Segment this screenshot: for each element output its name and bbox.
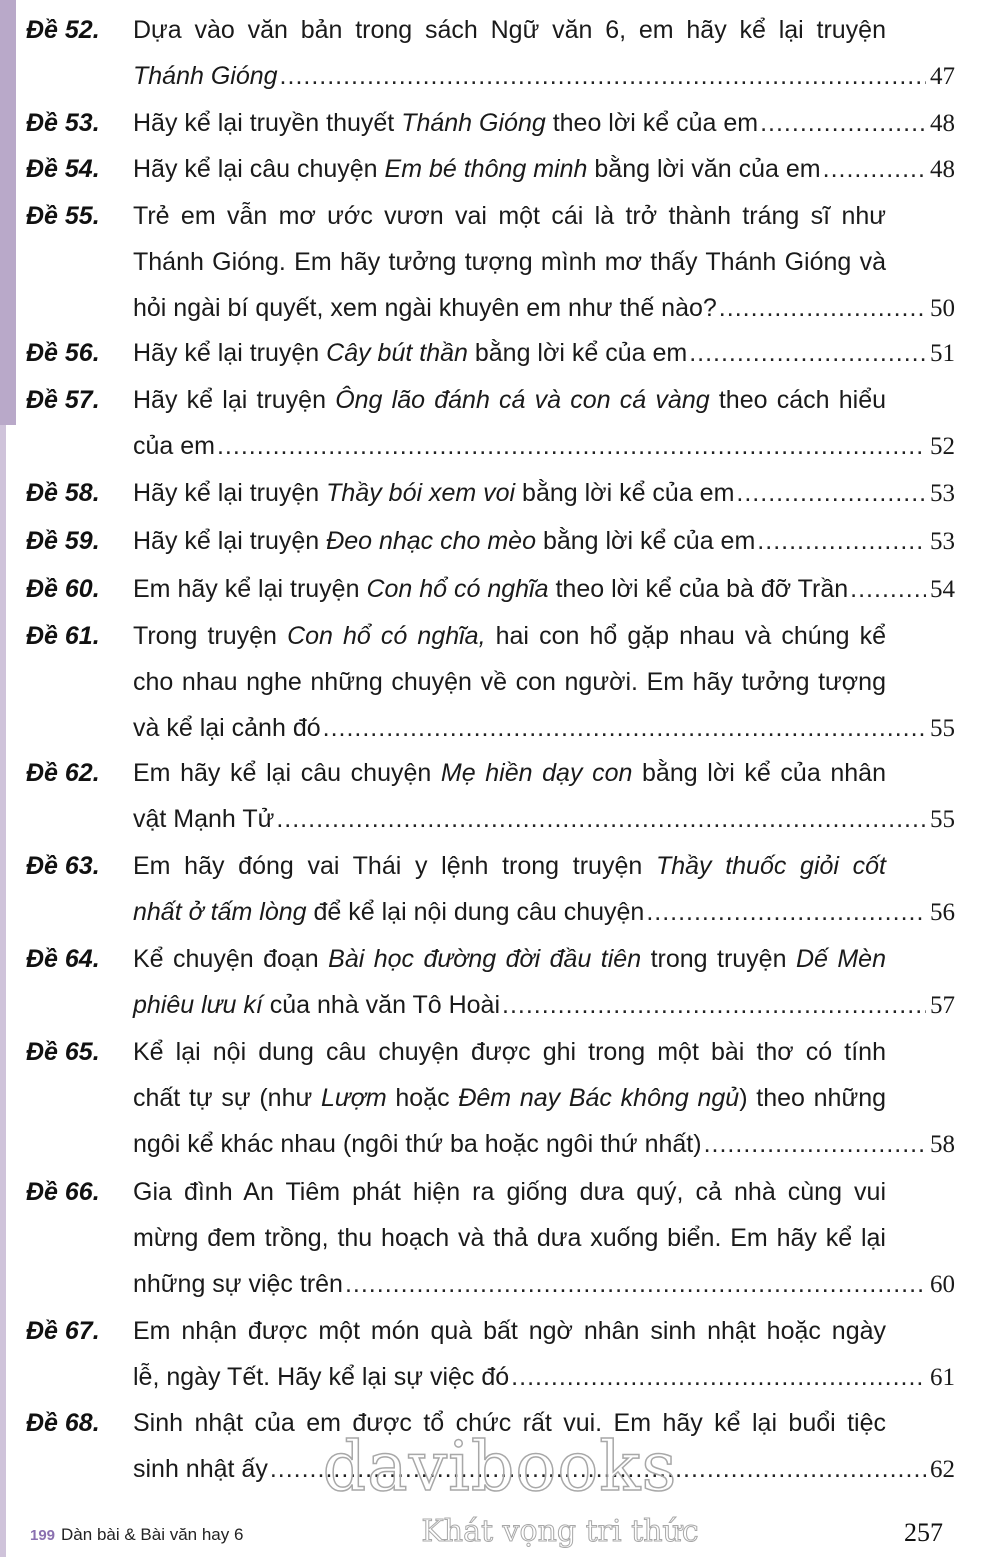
work-title: Đeo nhạc cho mèo: [326, 527, 536, 555]
dot-leader: [280, 53, 926, 99]
entry-text: cho nhau nghe những chuyện về con người. Em hãy tưởng tượng: [133, 668, 886, 696]
entry-text: mừng đem trồng, thu hoạch và thả dưa xuống biển. Em hãy kể lại: [133, 1224, 886, 1252]
entry-line-text: [133, 1261, 343, 1307]
entry-number: Đề 57.: [26, 386, 100, 414]
entry-text: bằng lời kể của nhân: [632, 759, 886, 787]
entry-title: [133, 843, 955, 935]
entry-number: Đề 54.: [26, 155, 100, 183]
entry-line: [133, 53, 955, 99]
entry-number: Đề 66.: [26, 1178, 100, 1206]
work-title: Thánh Gióng: [133, 62, 278, 90]
dot-leader: [646, 889, 926, 935]
dot-leader: [760, 100, 926, 146]
entry-line-text: [133, 285, 717, 331]
entry-line: [133, 750, 886, 796]
entry-line: [133, 377, 886, 423]
work-title: Thầy thuốc giỏi cốt: [655, 852, 886, 880]
entry-text: hai con hổ gặp nhau và chúng kể: [485, 622, 886, 650]
entry-text: bằng lời kể của em: [515, 479, 735, 507]
work-title: nhất ở tấm lòng: [133, 898, 307, 926]
entry-text: Dựa vào văn bản trong sách Ngữ văn 6, em hãy kể lại truyện: [133, 16, 886, 44]
work-title: Cây bút thần: [326, 339, 468, 367]
work-title: Mẹ hiền dạy con: [440, 759, 633, 787]
entry-text: Kể lại nội dung câu chuyện được ghi trong một bài thơ có tính: [133, 1038, 886, 1066]
dot-leader: [757, 518, 926, 564]
entry-line-text: [133, 330, 687, 376]
entry-title: [133, 377, 955, 469]
entry-text: Em hãy kể lại truyện: [133, 575, 367, 603]
entry-line: [133, 659, 886, 705]
entry-line: [133, 1261, 955, 1307]
entry-page-number: 47: [930, 63, 955, 90]
page-number: 257: [904, 1518, 943, 1547]
entry-title: [133, 1169, 955, 1307]
entry-line: [133, 843, 886, 889]
entry-text: Hãy kể lại truyện: [133, 386, 336, 414]
entry-page-number: 56: [930, 899, 955, 926]
dot-leader: [823, 146, 926, 192]
entry-line-text: [133, 889, 644, 935]
entry-text: và kể lại cảnh đó: [133, 714, 321, 742]
entry-line: [133, 1354, 955, 1400]
entry-title: [133, 518, 955, 564]
entry-text: Trẻ em vẫn mơ ước vươn vai một cái là trở thành tráng sĩ như: [133, 202, 886, 230]
entry-number: Đề 64.: [26, 945, 100, 973]
entry-text: theo lời kể của em: [545, 109, 759, 137]
entry-line-text: [133, 470, 734, 516]
entry-page-number: 53: [930, 480, 955, 507]
entry-page-number: 62: [930, 1456, 955, 1483]
work-title: phiêu lưu kí: [133, 991, 263, 1019]
entry-number: Đề 58.: [26, 479, 100, 507]
entry-number: Đề 52.: [26, 16, 100, 44]
entry-line-text: [133, 982, 500, 1028]
entry-line: [133, 423, 955, 469]
entry-text: Sinh nhật của em được tổ chức rất vui. Em hãy kể lại buổi tiệc: [133, 1409, 886, 1437]
entry-number: Đề 59.: [26, 527, 100, 555]
entry-text: Hãy kể lại truyện: [133, 479, 327, 507]
entry-text: Hãy kể lại truyền thuyết: [133, 109, 402, 137]
entry-line: [133, 146, 955, 192]
entry-number: Đề 63.: [26, 852, 100, 880]
entry-line: [133, 1121, 955, 1167]
entry-page-number: 57: [930, 992, 955, 1019]
entry-page-number: 60: [930, 1271, 955, 1298]
book-title: Dàn bài & Bài văn hay 6: [61, 1525, 244, 1544]
entry-line: [133, 470, 955, 516]
work-title: Lượm: [320, 1084, 387, 1112]
entry-text: bằng lời kể của em: [467, 339, 688, 367]
entry-line-text: [133, 146, 821, 192]
work-title: Bài học đường đời đầu tiên: [328, 945, 642, 973]
dot-leader: [323, 705, 926, 751]
work-title: Con hổ có nghĩa,: [287, 622, 486, 650]
entry-text: Em hãy đóng vai Thái y lệnh trong truyện: [133, 852, 656, 880]
entry-text: để kể lại nội dung câu chuyện: [306, 898, 645, 926]
dot-leader: [217, 423, 926, 469]
entry-number: Đề 53.: [26, 109, 100, 137]
dot-leader: [502, 982, 926, 1028]
entry-line: [133, 1075, 886, 1121]
entry-number: Đề 62.: [26, 759, 100, 787]
entry-text: Hãy kể lại truyện: [133, 339, 327, 367]
dot-leader: [345, 1261, 926, 1307]
entry-text: những sự việc trên: [133, 1270, 343, 1298]
entry-text: chất tự sự (như: [133, 1084, 321, 1112]
entry-text: hỏi ngài bí quyết, xem ngài khuyên em như thế nào?: [133, 294, 717, 322]
entry-line-text: [133, 100, 758, 146]
entry-line: [133, 889, 955, 935]
dot-leader: [276, 796, 926, 842]
entry-title: [133, 146, 955, 192]
entry-page-number: 54: [930, 576, 955, 603]
entry-text: lễ, ngày Tết. Hãy kể lại sự việc đó: [133, 1363, 510, 1391]
entry-line-text: [133, 796, 274, 842]
entry-text: Trong truyện: [133, 622, 288, 650]
entry-number: Đề 68.: [26, 1409, 100, 1437]
entry-line: [133, 796, 955, 842]
entry-line: [133, 193, 886, 239]
entry-page-number: 48: [930, 156, 955, 183]
entry-title: [133, 1308, 955, 1400]
entry-line-text: [133, 1354, 509, 1400]
entry-text: sinh nhật ấy: [133, 1455, 268, 1483]
watermark-brand: davibooks: [322, 1428, 678, 1507]
entry-line: [133, 705, 955, 751]
entry-line: [133, 982, 955, 1028]
entry-page-number: 51: [930, 340, 955, 367]
page-edge-band: [0, 0, 16, 425]
entry-text: Thánh Gióng. Em hãy tưởng tượng mình mơ thấy Thánh Gióng và: [133, 248, 886, 276]
entry-text: Gia đình An Tiêm phát hiện ra giống dưa quý, cả nhà cùng vui: [133, 1178, 886, 1206]
entry-line-text: [133, 1446, 268, 1492]
entry-text: bằng lời văn của em: [587, 155, 821, 183]
entry-title: [133, 1029, 955, 1167]
entry-text: trong truyện: [641, 945, 796, 973]
entry-title: [133, 193, 955, 331]
entry-text: của nhà văn Tô Hoài: [262, 991, 501, 1019]
work-title: Thầy bói xem voi: [326, 479, 516, 507]
entry-number: Đề 67.: [26, 1317, 100, 1345]
entry-page-number: 55: [930, 806, 955, 833]
entry-title: [133, 750, 955, 842]
dot-leader: [736, 470, 926, 516]
entry-text: Hãy kể lại truyện: [133, 527, 327, 555]
entry-title: [133, 100, 955, 146]
entry-line: [133, 1029, 886, 1075]
entry-line: [133, 330, 955, 376]
entry-line-text: [133, 53, 278, 99]
entry-line-text: [133, 1121, 702, 1167]
watermark-slogan: Khát vọng tri thức: [421, 1514, 699, 1549]
work-title: Thánh Gióng: [401, 109, 546, 137]
page-edge-band-lower: [0, 425, 6, 1557]
dot-leader: [511, 1354, 926, 1400]
entry-line-text: [133, 705, 321, 751]
entry-title: [133, 7, 955, 99]
footer-book-title: [30, 1522, 243, 1549]
work-title: Con hổ có nghĩa: [366, 575, 549, 603]
work-title: Em bé thông minh: [384, 155, 588, 183]
entry-page-number: 52: [930, 433, 955, 460]
entry-page-number: 48: [930, 110, 955, 137]
entry-line: [133, 936, 886, 982]
entry-line: [133, 239, 886, 285]
entry-line-text: [133, 423, 215, 469]
entry-page-number: 55: [930, 715, 955, 742]
entry-line-text: [133, 566, 848, 612]
entry-line: [133, 1169, 886, 1215]
entry-page-number: 53: [930, 528, 955, 555]
entry-number: Đề 65.: [26, 1038, 100, 1066]
entry-page-number: 58: [930, 1131, 955, 1158]
entry-text: Em hãy kể lại câu chuyện: [133, 759, 441, 787]
entry-line: [133, 100, 955, 146]
entry-number: Đề 61.: [26, 622, 100, 650]
entry-text: Hãy kể lại câu chuyện: [133, 155, 385, 183]
entry-text: bằng lời kể của em: [536, 527, 756, 555]
entry-text: ) theo những: [739, 1084, 887, 1112]
entry-number: Đề 56.: [26, 339, 100, 367]
entry-line: [133, 1308, 886, 1354]
entry-title: [133, 470, 955, 516]
entry-text: Em nhận được một món quà bất ngờ nhân sinh nhật hoặc ngày: [133, 1317, 886, 1345]
entry-number: Đề 60.: [26, 575, 100, 603]
entry-number: Đề 55.: [26, 202, 100, 230]
work-title: Đêm nay Bác không ngủ: [458, 1084, 740, 1112]
entry-text: ngôi kể khác nhau (ngôi thứ ba hoặc ngôi thứ nhất): [133, 1130, 702, 1158]
dot-leader: [850, 566, 926, 612]
entry-text: theo cách hiểu: [709, 386, 886, 414]
entry-line: [133, 518, 955, 564]
dot-leader: [719, 285, 926, 331]
dot-leader: [704, 1121, 926, 1167]
entry-text: theo lời kể của bà đỡ Trần: [548, 575, 849, 603]
entry-line: [133, 566, 955, 612]
entry-text: của em: [133, 432, 215, 460]
entry-page-number: 61: [930, 1364, 955, 1391]
entry-line: [133, 7, 886, 53]
work-title: Ông lão đánh cá và con cá vàng: [335, 386, 710, 414]
work-title: Dế Mèn: [795, 945, 886, 973]
entry-title: [133, 330, 955, 376]
entry-text: Kể chuyện đoạn: [133, 945, 329, 973]
entry-line-text: [133, 518, 755, 564]
entry-title: [133, 613, 955, 751]
entry-text: hoặc: [386, 1084, 459, 1112]
entry-text: vật Mạnh Tử: [133, 805, 275, 833]
entry-page-number: 50: [930, 295, 955, 322]
entry-title: [133, 936, 955, 1028]
entry-line: [133, 1215, 886, 1261]
series-logo: 199: [30, 1527, 56, 1544]
entry-line: [133, 613, 886, 659]
entry-line: [133, 285, 955, 331]
dot-leader: [689, 330, 926, 376]
entry-title: [133, 566, 955, 612]
